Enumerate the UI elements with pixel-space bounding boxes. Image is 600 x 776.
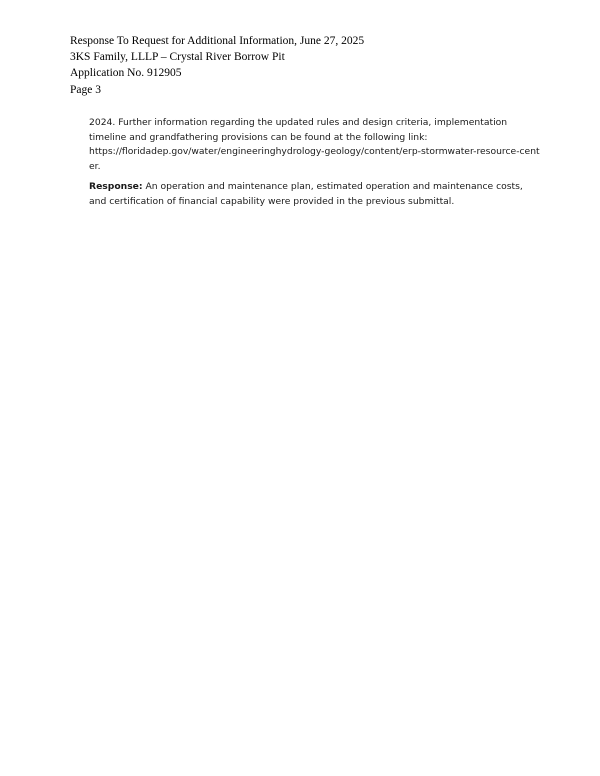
resource-center-link[interactable]: https://floridadep.gov/water/engineeringhydrology-geology/content/erp-stormwater-resource-center. <box>89 146 540 172</box>
body-paragraph-1: 2024. Further information regarding the updated rules and design criteria, implementation timeline and grandfathering provisions can be found at the following link: <box>89 117 508 143</box>
header-line-applicant: 3KS Family, LLLP – Crystal River Borrow Pit <box>70 51 285 64</box>
header-line-page-number: Page 3 <box>70 83 101 96</box>
response-label: Response: <box>89 181 143 192</box>
document-body <box>89 116 541 174</box>
response-paragraph <box>89 180 541 209</box>
header-line-title: Response To Request for Additional Information, June 27, 2025 <box>70 35 365 47</box>
response-text: An operation and maintenance plan, estimated operation and maintenance costs, and certification of financial capability were provided in the previous submittal. <box>89 181 523 207</box>
document-header <box>70 33 550 98</box>
header-line-application-number: Application No. 912905 <box>70 67 182 80</box>
